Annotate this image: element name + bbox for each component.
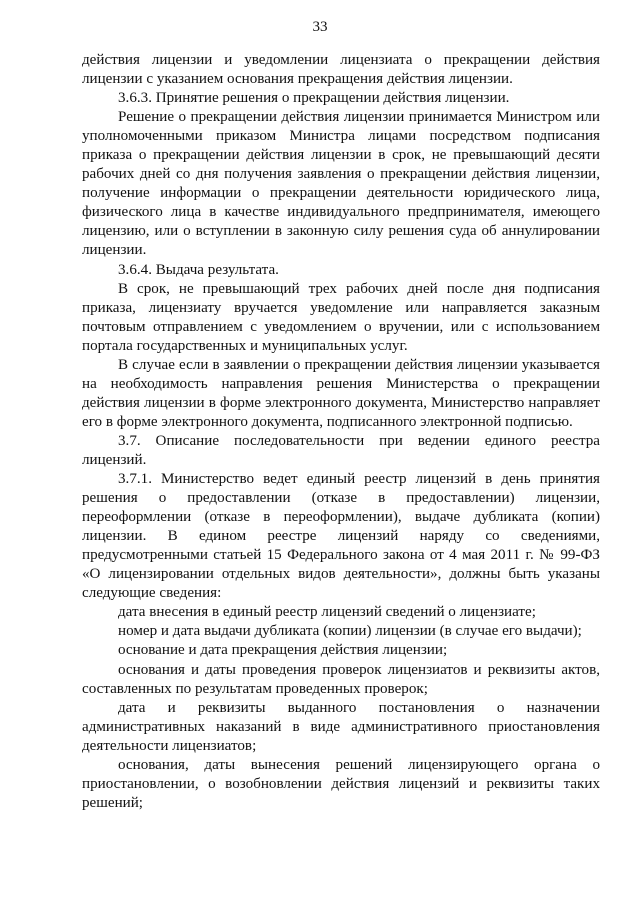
section-heading-3-6-3: 3.6.3. Принятие решения о прекращении действия лицензии. (118, 90, 510, 107)
section-heading-3-7: 3.7. Описание последовательности при ведении единого реестра лицензий. (82, 432, 600, 468)
list-item: основание и дата прекращения действия лицензии; (118, 642, 448, 659)
list-item: номер и дата выдачи дубликата (копии) лицензии (в случае его выдачи); (118, 623, 582, 640)
list-item: дата внесения в единый реестр лицензий сведений о лицензиате; (118, 604, 536, 621)
paragraph: Решение о прекращении действия лицензии принимается Министром или уполномоченными приказом Министра лицами посредством подписания приказа о прекращении действия лицензии в срок, не превышающий десяти рабочих дней со дня получения заявления о прекращении действия лицензии, получение информации о прекращении деятельности юридического лица, физического лица в качестве индивидуального предпринимателя, имеющего лицензию, или о вступлении в законную силу решения суда об аннулировании лицензии. (82, 109, 600, 259)
document-body (82, 51, 600, 813)
list-item: основания, даты вынесения решений лицензирующего органа о приостановлении, о возобновлении действия лицензий и реквизиты таких решений; (82, 756, 600, 811)
section-heading-3-6-4: 3.6.4. Выдача результата. (118, 261, 279, 278)
page-number: 33 (312, 19, 328, 35)
paragraph-3-7-1: 3.7.1. Министерство ведет единый реестр лицензий в день принятия решения о предоставлении (отказе в предоставлении) лицензии, переоформлении (отказе в переоформлении), выдаче дубликата (копии) лицензии. В едином реестре лицензий наряду со сведениями, предусмотренными статьей 15 Федерального закона от 4 мая 2011 г. № 99-ФЗ «О лицензировании отдельных видов деятельности», должны быть указаны следующие сведения: (82, 471, 600, 602)
paragraph-continuation: действия лицензии и уведомлении лицензиата о прекращении действия лицензии с указанием основания прекращения действия лицензии. (82, 52, 600, 88)
list-item: основания и даты проведения проверок лицензиатов и реквизиты актов, составленных по результатам проведенных проверок; (82, 661, 600, 697)
paragraph: В срок, не превышающий трех рабочих дней после дня подписания приказа, лицензиату вручается уведомление или направляется заказным почтовым отправлением с уведомлением о вручении, или с использованием портала государственных и муниципальных услуг. (82, 280, 600, 354)
list-item: дата и реквизиты выданного постановления о назначении административных наказаний в виде административного приостановления деятельности лицензиатов; (82, 699, 600, 754)
paragraph: В случае если в заявлении о прекращении действия лицензии указывается на необходимость направления решения Министерства о прекращении действия лицензии в форме электронного документа, Министерство направляет его в форме электронного документа, подписанного электронной подписью. (82, 356, 600, 430)
